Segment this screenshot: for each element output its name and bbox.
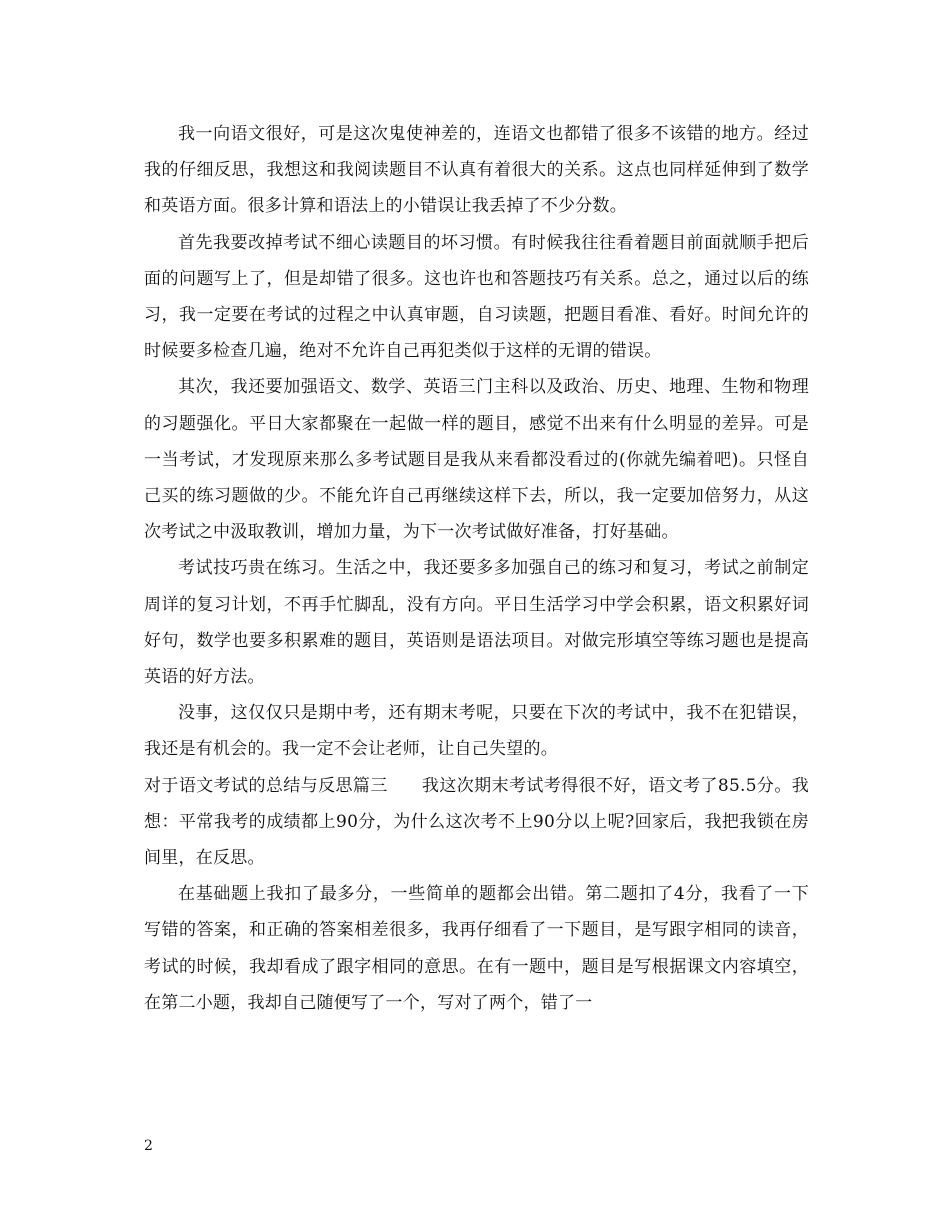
paragraph-2: 首先我要改掉考试不细心读题目的坏习惯。有时候我往往看着题目前面就顺手把后面的问题写上了，但是却错了很多。这也许也和答题技巧有关系。总之，通过以后的练习，我一定要在考试的过程之中认真审题，自习读题，把题目看准、看好。时间允许的时候要多检查几遍，绝对不允许自己再犯类似于这样的无谓的错误。 bbox=[144, 232, 809, 362]
page-number: 2 bbox=[144, 1138, 153, 1154]
paragraph-3: 其次，我还要加强语文、数学、英语三门主科以及政治、历史、地理、生物和物理的习题强化。平日大家都聚在一起做一样的题目，感觉不出来有什么明显的差异。可是一当考试，才发现原来那么多考试题目是我从来看都没看过的(你就先编着吧)。只怪自己买的练习题做的少。不能允许自己再继续这样下去，所以，我一定要加倍努力，从这次考试之中汲取教训，增加力量，为下一次考试做好准备，打好基础。 bbox=[144, 377, 809, 543]
paragraph-7: 在基础题上我扣了最多分，一些简单的题都会出错。第二题扣了4分，我看了一下写错的答案，和正确的答案相差很多，我再仔细看了一下题目，是写跟字相同的读音，考试的时候，我却看成了跟字相同的意思。在有一题中，题目是写根据课文内容填空，在第二小题，我却自己随便写了一个，写对了两个，错了一 bbox=[144, 884, 809, 1013]
section-first-paragraph: 我这次期末考试考得很不好，语文考了85.5分。我想：平常我考的成绩都上90分，为什么这次考不上90分以上呢?回家后，我把我锁在房间里，在反思。 bbox=[144, 775, 810, 869]
paragraph-1: 我一向语文很好，可是这次鬼使神差的，连语文也都错了很多不该错的地方。经过我的仔细反思，我想这和我阅读题目不认真有着很大的关系。这点也同样延伸到了数学和英语方面。很多计算和语法上的小错误让我丢掉了不少分数。 bbox=[144, 124, 809, 217]
section-paragraph bbox=[144, 768, 809, 877]
paragraph-4: 考试技巧贵在练习。生活之中，我还要多多加强自己的练习和复习，考试之前制定周详的复习计划，不再手忙脚乱，没有方向。平日生活学习中学会积累，语文积累好词好句，数学也要多积累难的题目，英语则是语法项目。对做完形填空等练习题也是提高英语的好方法。 bbox=[144, 558, 809, 688]
section-title: 对于语文考试的总结与反思篇三 bbox=[144, 775, 388, 796]
body-text bbox=[144, 116, 809, 1021]
paragraph-5: 没事，这仅仅只是期中考，还有期末考呢，只要在下次的考试中，我不在犯错误，我还是有机会的。我一定不会让老师，让自己失望的。 bbox=[144, 703, 809, 760]
